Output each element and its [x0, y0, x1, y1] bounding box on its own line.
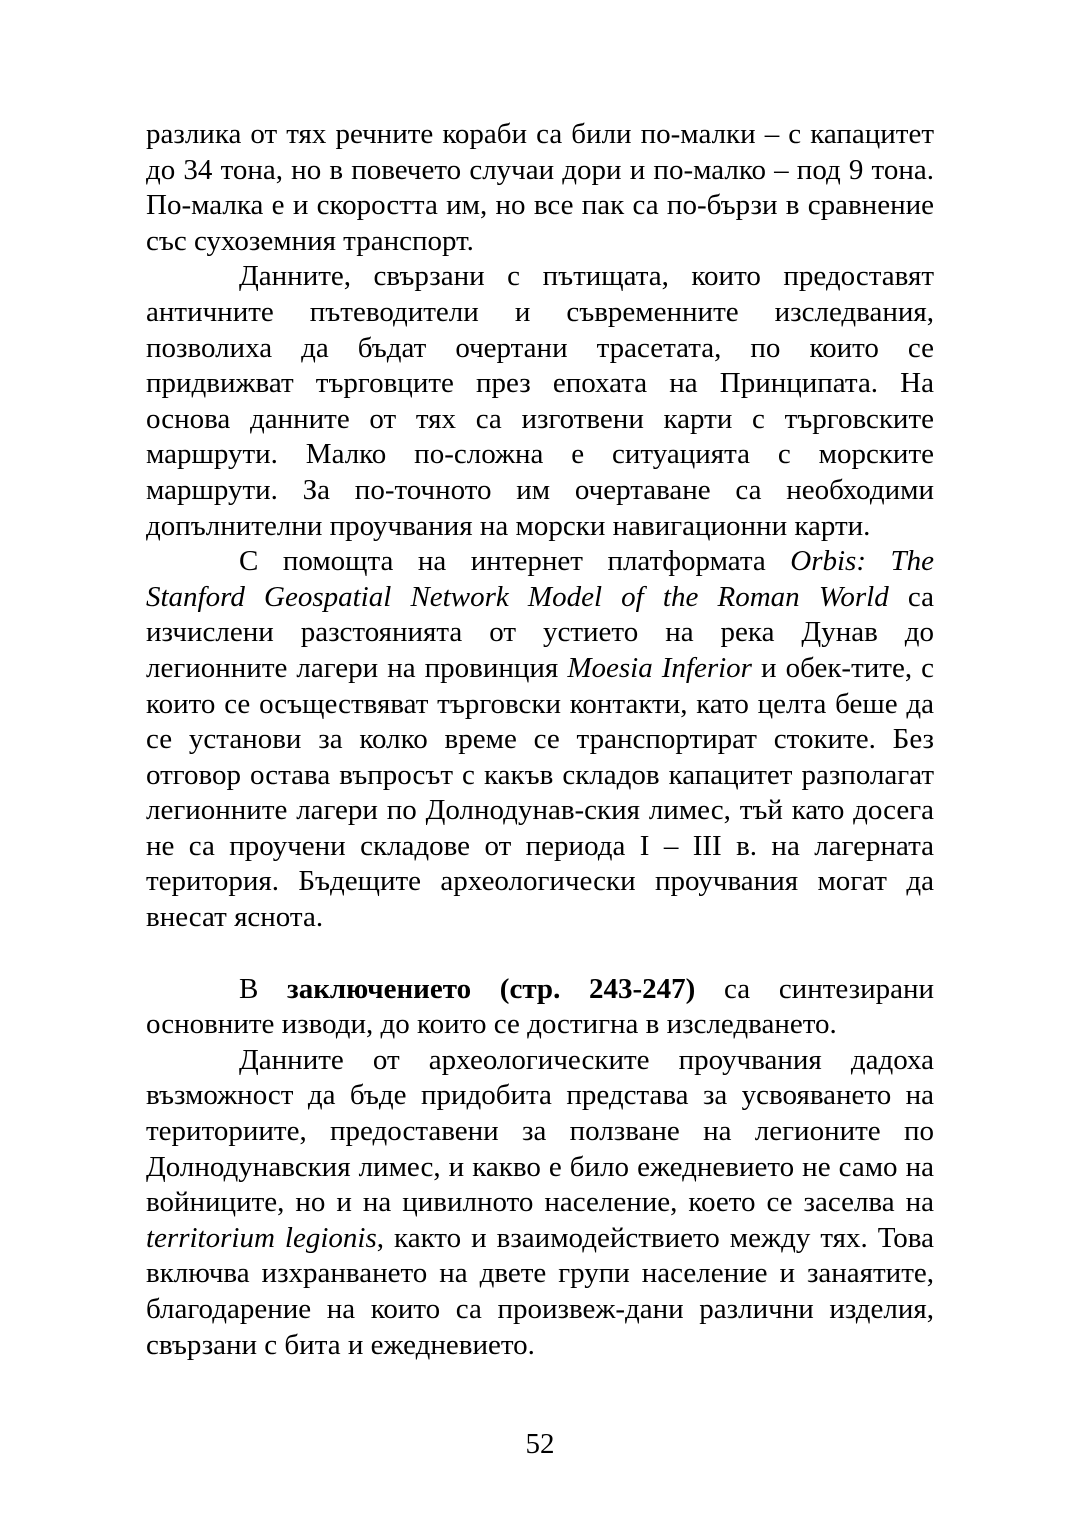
paragraph-4-text-2: са синтезирани основните изводи, до които се достигна в изследването. [146, 972, 935, 1041]
conclusion-bold: заключението (стр. 243-247) [287, 972, 696, 1005]
paragraph-gap [146, 936, 934, 972]
paragraph-5 [146, 1043, 934, 1363]
orbis-title-italic: Orbis: The Stanford Geospatial Network Model of the Roman World [146, 545, 934, 613]
paragraph-2: Данните, свързани с пътищата, които предоставят античните пътеводители и съвременните изследвания, позволиха да бъдат очертани трасетата, по които се придвижват търговците през епохата на Принципата. На основа данните от тях са изготвени карти с търговските маршрути. Малко по-сложна е ситуацията с морските маршрути. За по-точното им очертаване са необходими допълнителни проучвания на морски навигационни карти. [146, 260, 934, 542]
paragraph-3-text-1: С помощта на интернет платформата [239, 545, 791, 578]
moesia-inferior-italic: Moesia Inferior [567, 651, 752, 684]
paragraph-4 [146, 972, 934, 1043]
page-number: 52 [525, 1428, 555, 1460]
paragraph-3-text-2: са изчислени разстоянията от устието на река Дунав до легионните лагери на провинция [146, 580, 934, 684]
paragraph-1: разлика от тях речните кораби са били по-малки – с капацитет до 34 тона, но в повечето случаи дори и по-малко – под 9 тона. По-малка е и скоростта им, но все пак са по-бързи в сравнение със сухоземния транспорт. [146, 118, 934, 257]
paragraph-5-text-1: Данните от археологическите проучвания дадоха възможност да бъде придобита представа за усвояването на териториите, предоставени за ползване на легионите по Долнодунавския лимес, и какво е било ежедневието не само на войниците, но и на цивилното население, което се заселва на [146, 1043, 934, 1219]
paragraph-3 [146, 544, 934, 936]
paragraph-5-text-2: , както и взаимодействието между тях. Това включва изхранването на двете групи население и занаятите, благодарение на които са произвеж-дани различни изделия, свързани с бита и ежедневието. [146, 1221, 934, 1361]
body-text [146, 117, 934, 1363]
paragraph-3-text-3: и обек-тите, с които се осъществяват търговски контакти, като целта беше да се установи за колко време се транспортират стоките. Без отговор остава въпросът с какъв складов капацитет разполагат легионните лагери по Долнодунав-ския лимес, тъй като досега не са проучени складове от периода I – III в. на лагерната територия. Бъдещите археологически проучвания могат да внесат яснота. [146, 651, 934, 934]
paragraph-4-text-1: В [239, 972, 288, 1005]
territorium-legionis-italic: territorium legionis [146, 1221, 377, 1254]
